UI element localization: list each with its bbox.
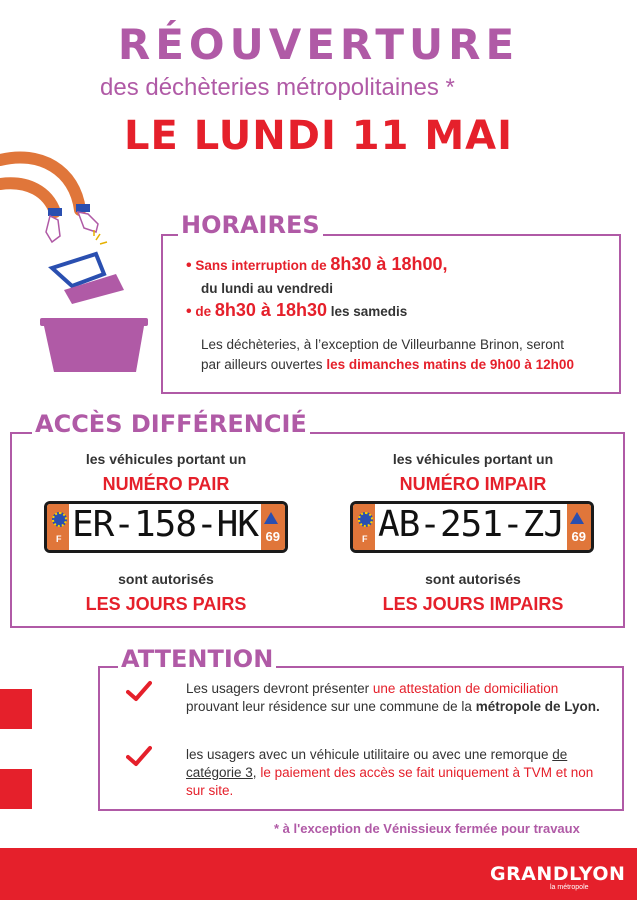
plate-number: ER-158-HK — [71, 504, 259, 545]
horaires-bullet-weekdays — [186, 256, 448, 274]
acces-title: ACCÈS DIFFÉRENCIÉ — [32, 411, 310, 437]
horaires-bullet-saturday — [186, 302, 407, 320]
weekday-suffix: , — [442, 254, 448, 274]
region-logo-icon — [570, 512, 584, 524]
acces-left-result — [16, 571, 316, 615]
right-type: NUMÉRO IMPAIR — [399, 474, 547, 494]
plate-dept: 69 — [265, 529, 280, 544]
item1-highlight: une attestation de domiciliation — [372, 681, 559, 696]
acces-right-column — [323, 451, 623, 495]
note-prefix: par ailleurs ouvertes — [201, 357, 323, 372]
hand-left-icon — [46, 216, 60, 242]
footnote: * à l'exception de Vénissieux fermée pour travaux — [274, 821, 580, 836]
bin-icon — [44, 326, 144, 372]
acces-right-result — [323, 571, 623, 615]
plate-eu-band — [47, 504, 69, 550]
license-plate-impair — [350, 501, 594, 553]
falling-object-icon — [52, 254, 124, 304]
bullet-icon: • — [186, 257, 192, 274]
sleeve-left — [48, 208, 62, 216]
eu-stars-icon — [52, 512, 67, 527]
subtitle-text: des déchèteries métropolitaines — [100, 74, 439, 101]
subtitle-star: * — [445, 74, 455, 101]
item1-metropole: métropole de — [475, 699, 561, 714]
attention-title: ATTENTION — [118, 646, 276, 672]
saturday-prefix: de — [195, 304, 212, 319]
plate-dept-band — [567, 504, 591, 550]
plate-country: F — [362, 534, 368, 544]
checkmark-icon — [126, 680, 152, 702]
waste-disposal-illustration — [0, 140, 160, 380]
bullet-icon: • — [186, 303, 192, 320]
item1-lyon: Lyon. — [564, 699, 600, 714]
decor-red-block-1 — [0, 689, 32, 729]
right-authorized: sont autorisés — [425, 571, 521, 587]
bin-rim — [40, 318, 148, 326]
plate-eu-band — [353, 504, 375, 550]
arc-inner — [0, 183, 55, 212]
item2-category: de catégorie 3 — [186, 747, 568, 780]
weekday-hours: 8h30 à 18h00 — [330, 254, 443, 274]
title-date: LE LUNDI 11 MAI — [123, 113, 513, 159]
title-reopening: RÉOUVERTURE — [117, 20, 520, 69]
plate-number: AB-251-ZJ — [377, 504, 565, 545]
logo-lyon: LYON — [569, 863, 626, 885]
region-logo-icon — [264, 512, 278, 524]
right-days: LES JOURS IMPAIRS — [382, 594, 564, 614]
item2-highlight-end: et non sur site. — [186, 765, 594, 798]
subtitle-dechetteries — [100, 74, 455, 102]
decor-red-block-2 — [0, 769, 32, 809]
plate-dept-band — [261, 504, 285, 550]
left-authorized: sont autorisés — [118, 571, 214, 587]
attention-item-2 — [186, 746, 610, 800]
right-intro: les véhicules portant un — [392, 451, 554, 467]
plate-dept: 69 — [571, 529, 586, 544]
logo-subtitle: la métropole — [550, 884, 589, 891]
hand-right-icon — [78, 212, 98, 232]
saturday-hours: 8h30 à 18h30 — [214, 300, 327, 320]
attention-item-1 — [186, 680, 610, 716]
horaires-note-line1: Les déchèteries, à l’exception de Villeurbanne Brinon, seront — [201, 337, 564, 352]
item1-text-c: prouvant leur résidence sur une commune de la — [186, 699, 472, 714]
left-days: LES JOURS PAIRS — [85, 594, 247, 614]
horaires-note-line2 — [201, 356, 574, 373]
item2-comma: , — [252, 765, 257, 780]
sleeve-right — [76, 204, 90, 212]
sunday-hours: les dimanches matins de 9h00 à 12h00 — [326, 357, 574, 372]
checkmark-icon — [126, 745, 152, 767]
license-plate-pair — [44, 501, 288, 553]
left-intro: les véhicules portant un — [85, 451, 247, 467]
item1-text-a: Les usagers devront présenter — [186, 681, 370, 696]
horaires-title: HORAIRES — [178, 212, 323, 238]
logo-grand: GRAND — [490, 863, 570, 885]
left-type: NUMÉRO PAIR — [102, 474, 230, 494]
eu-stars-icon — [358, 512, 373, 527]
weekday-prefix: Sans interruption de — [195, 258, 327, 273]
item2-text-a: les usagers avec un véhicule utilitaire ou avec une remorque — [186, 747, 549, 762]
horaires-weekday-days: du lundi au vendredi — [201, 281, 334, 296]
acces-left-column — [16, 451, 316, 495]
saturday-suffix: les samedis — [330, 304, 408, 319]
item2-highlight: le paiement des accès se fait uniquement à TVM — [260, 765, 552, 780]
grandlyon-logo — [490, 863, 625, 885]
plate-country: F — [56, 534, 62, 544]
